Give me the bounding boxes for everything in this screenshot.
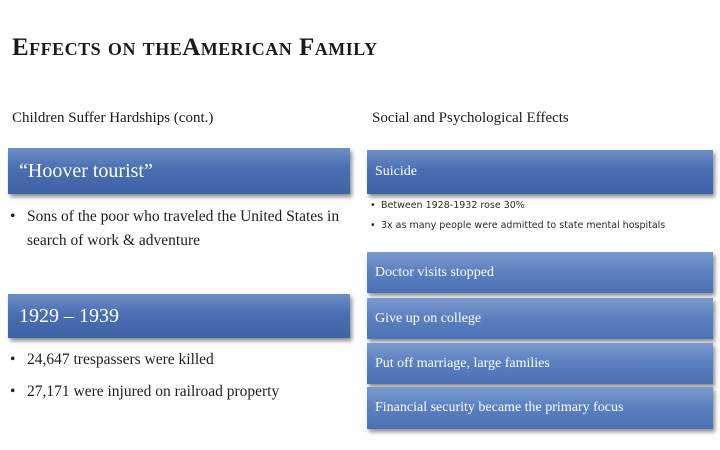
list-item: • Sons of the poor who traveled the United States in search of work & adventure [8, 205, 343, 253]
marriage-bar: Put off marriage, large families [367, 343, 713, 384]
slide-title: Effects on theAmerican Family [12, 34, 378, 61]
list-item: • 3x as many people were admitted to state mental hospitals [367, 216, 713, 236]
left-column-heading: Children Suffer Hardships (cont.) [12, 110, 214, 126]
railroad-stats-list [8, 348, 348, 404]
hoover-tourist-bar: “Hoover tourist” [8, 148, 350, 194]
financial-security-bar: Financial security became the primary focus [367, 387, 713, 429]
suicide-bar: Suicide [367, 150, 713, 194]
suicide-stats-list [367, 196, 713, 236]
list-item: • 27,171 were injured on railroad property [8, 380, 348, 404]
doctor-visits-bar: Doctor visits stopped [367, 252, 713, 293]
right-column-heading: Social and Psychological Effects [372, 110, 569, 126]
years-bar: 1929 – 1939 [8, 294, 350, 338]
hoover-tourist-list [8, 205, 343, 253]
college-bar: Give up on college [367, 298, 713, 339]
list-item: • 24,647 trespassers were killed [8, 348, 348, 372]
list-item: • Between 1928-1932 rose 30% [367, 196, 713, 216]
